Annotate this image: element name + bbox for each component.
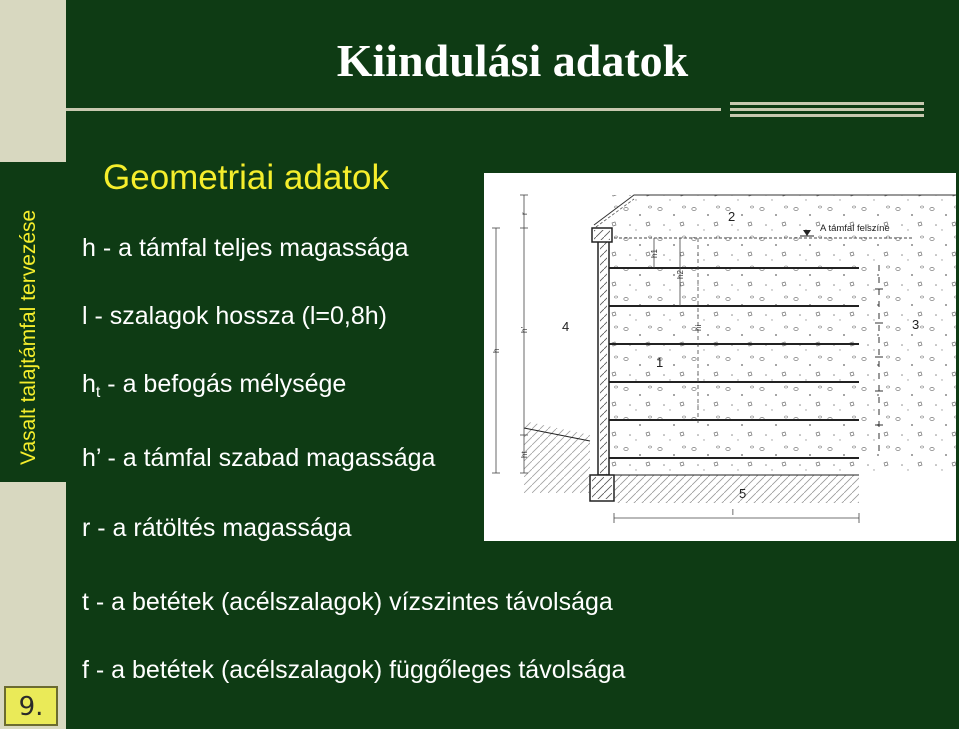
side-title: Vasalt talajtámfal tervezése — [17, 209, 40, 465]
dim-h2: h2 — [676, 270, 685, 279]
foundation-soil — [614, 475, 859, 503]
dim-r: r — [520, 212, 529, 215]
title-rule — [66, 108, 721, 111]
callout-1: 1 — [656, 355, 664, 370]
definition-ht — [82, 370, 346, 402]
dim-h: h — [492, 348, 501, 353]
callout-5: 5 — [739, 486, 747, 501]
ht-symbol: h — [82, 370, 96, 398]
definition-t: t - a betétek (acélszalagok) vízszintes távolsága — [82, 588, 613, 616]
dim-l: l — [732, 508, 734, 517]
front-ground — [524, 421, 590, 493]
definition-hprime: h’ - a támfal szabad magassága — [82, 444, 436, 472]
definition-l: l - szalagok hossza (l=0,8h) — [82, 302, 388, 330]
dim-hi: hi — [694, 324, 703, 331]
ht-text: - a befogás mélysége — [100, 370, 347, 398]
surface-label: A támfal felszíne — [820, 223, 890, 234]
backfill — [609, 195, 956, 475]
dim-ht: ht — [520, 451, 529, 458]
callout-2: 2 — [728, 209, 736, 224]
title-rule-decoration — [730, 102, 924, 119]
callout-3: 3 — [912, 317, 920, 332]
subheading: Geometriai adatok — [103, 158, 389, 197]
retaining-wall-diagram — [484, 173, 956, 541]
definition-h: h - a támfal teljes magassága — [82, 234, 409, 262]
dim-h1: h1 — [650, 249, 659, 258]
page-number: 9. — [4, 686, 58, 726]
callout-4: 4 — [562, 319, 570, 334]
definition-f: f - a betétek (acélszalagok) függőleges távolsága — [82, 656, 626, 684]
slide-title: Kiindulási adatok — [336, 35, 689, 86]
dim-hprime: h’ — [520, 326, 529, 333]
ht-subscript: t — [95, 384, 101, 401]
definition-r: r - a rátöltés magassága — [82, 514, 352, 542]
